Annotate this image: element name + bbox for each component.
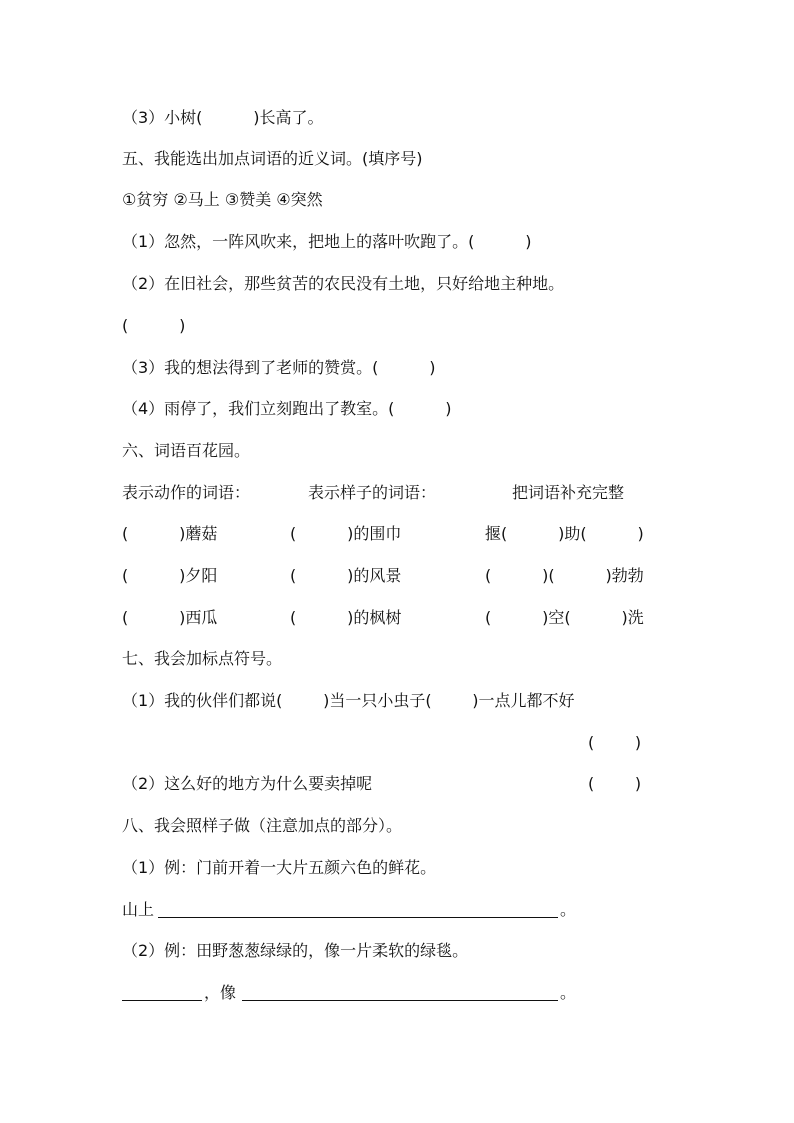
s8-answer-2-mid: ，像 [204,983,237,1002]
answer-line-2b[interactable] [242,1000,558,1001]
s6-header-complete: 把词语补充完整 [512,483,625,502]
s8-answer-2-period: 。 [560,983,577,1002]
s8-title: 八、我会照样子做（注意加点的部分）。 [122,816,403,835]
s6-cell: ( )( )勃勃 [485,566,644,585]
s5-question-3: （3）我的想法得到了老师的赞赏。( ) [122,358,436,377]
s6-cell: ( )夕阳 [122,566,218,585]
s6-cell: ( )空( )洗 [485,608,644,627]
s6-cell: 揠( )助( ) [485,524,644,543]
s7-question-2-end: ( ) [588,774,642,793]
s7-question-2: （2）这么好的地方为什么要卖掉呢 [122,774,373,793]
s7-question-1: （1）我的伙伴们都说( )当一只小虫子( )一点儿都不好 [122,691,575,710]
s8-example-1: （1）例：门前开着一大片五颜六色的鲜花。 [122,858,437,877]
s5-question-1: （1）忽然，一阵风吹来，把地上的落叶吹跑了。( ) [122,232,532,251]
s5-question-2: （2）在旧社会，那些贫苦的农民没有土地，只好给地主种地。 [122,274,565,293]
s7-title: 七、我会加标点符号。 [122,649,283,668]
answer-line-1[interactable] [158,917,558,918]
s5-options: ①贫穷 ②马上 ③赞美 ④突然 [122,190,323,209]
s6-header-appearance: 表示样子的词语： [308,483,437,502]
answer-line-2a[interactable] [122,1000,202,1001]
s5-title: 五、我能选出加点词语的近义词。(填序号) [122,149,423,168]
s5-question-4: （4）雨停了，我们立刻跑出了教室。( ) [122,399,452,418]
s8-answer-1-prefix: 山上 [122,900,155,919]
s7-question-1-end: ( ) [588,733,642,752]
s6-cell: ( )的风景 [290,566,402,585]
s6-cell: ( )蘑菇 [122,524,218,543]
s6-header-actions: 表示动作的词语： [122,483,251,502]
s8-example-2: （2）例：田野葱葱绿绿的，像一片柔软的绿毯。 [122,941,469,960]
s5-question-2-blank: ( ) [122,316,186,335]
s6-cell: ( )的围巾 [290,524,402,543]
s8-answer-1-period: 。 [560,900,577,919]
s6-cell: ( )的枫树 [290,608,402,627]
s6-cell: ( )西瓜 [122,608,218,627]
s6-title: 六、词语百花园。 [122,441,251,460]
s4-item-3: （3）小树( )长高了。 [122,108,324,127]
